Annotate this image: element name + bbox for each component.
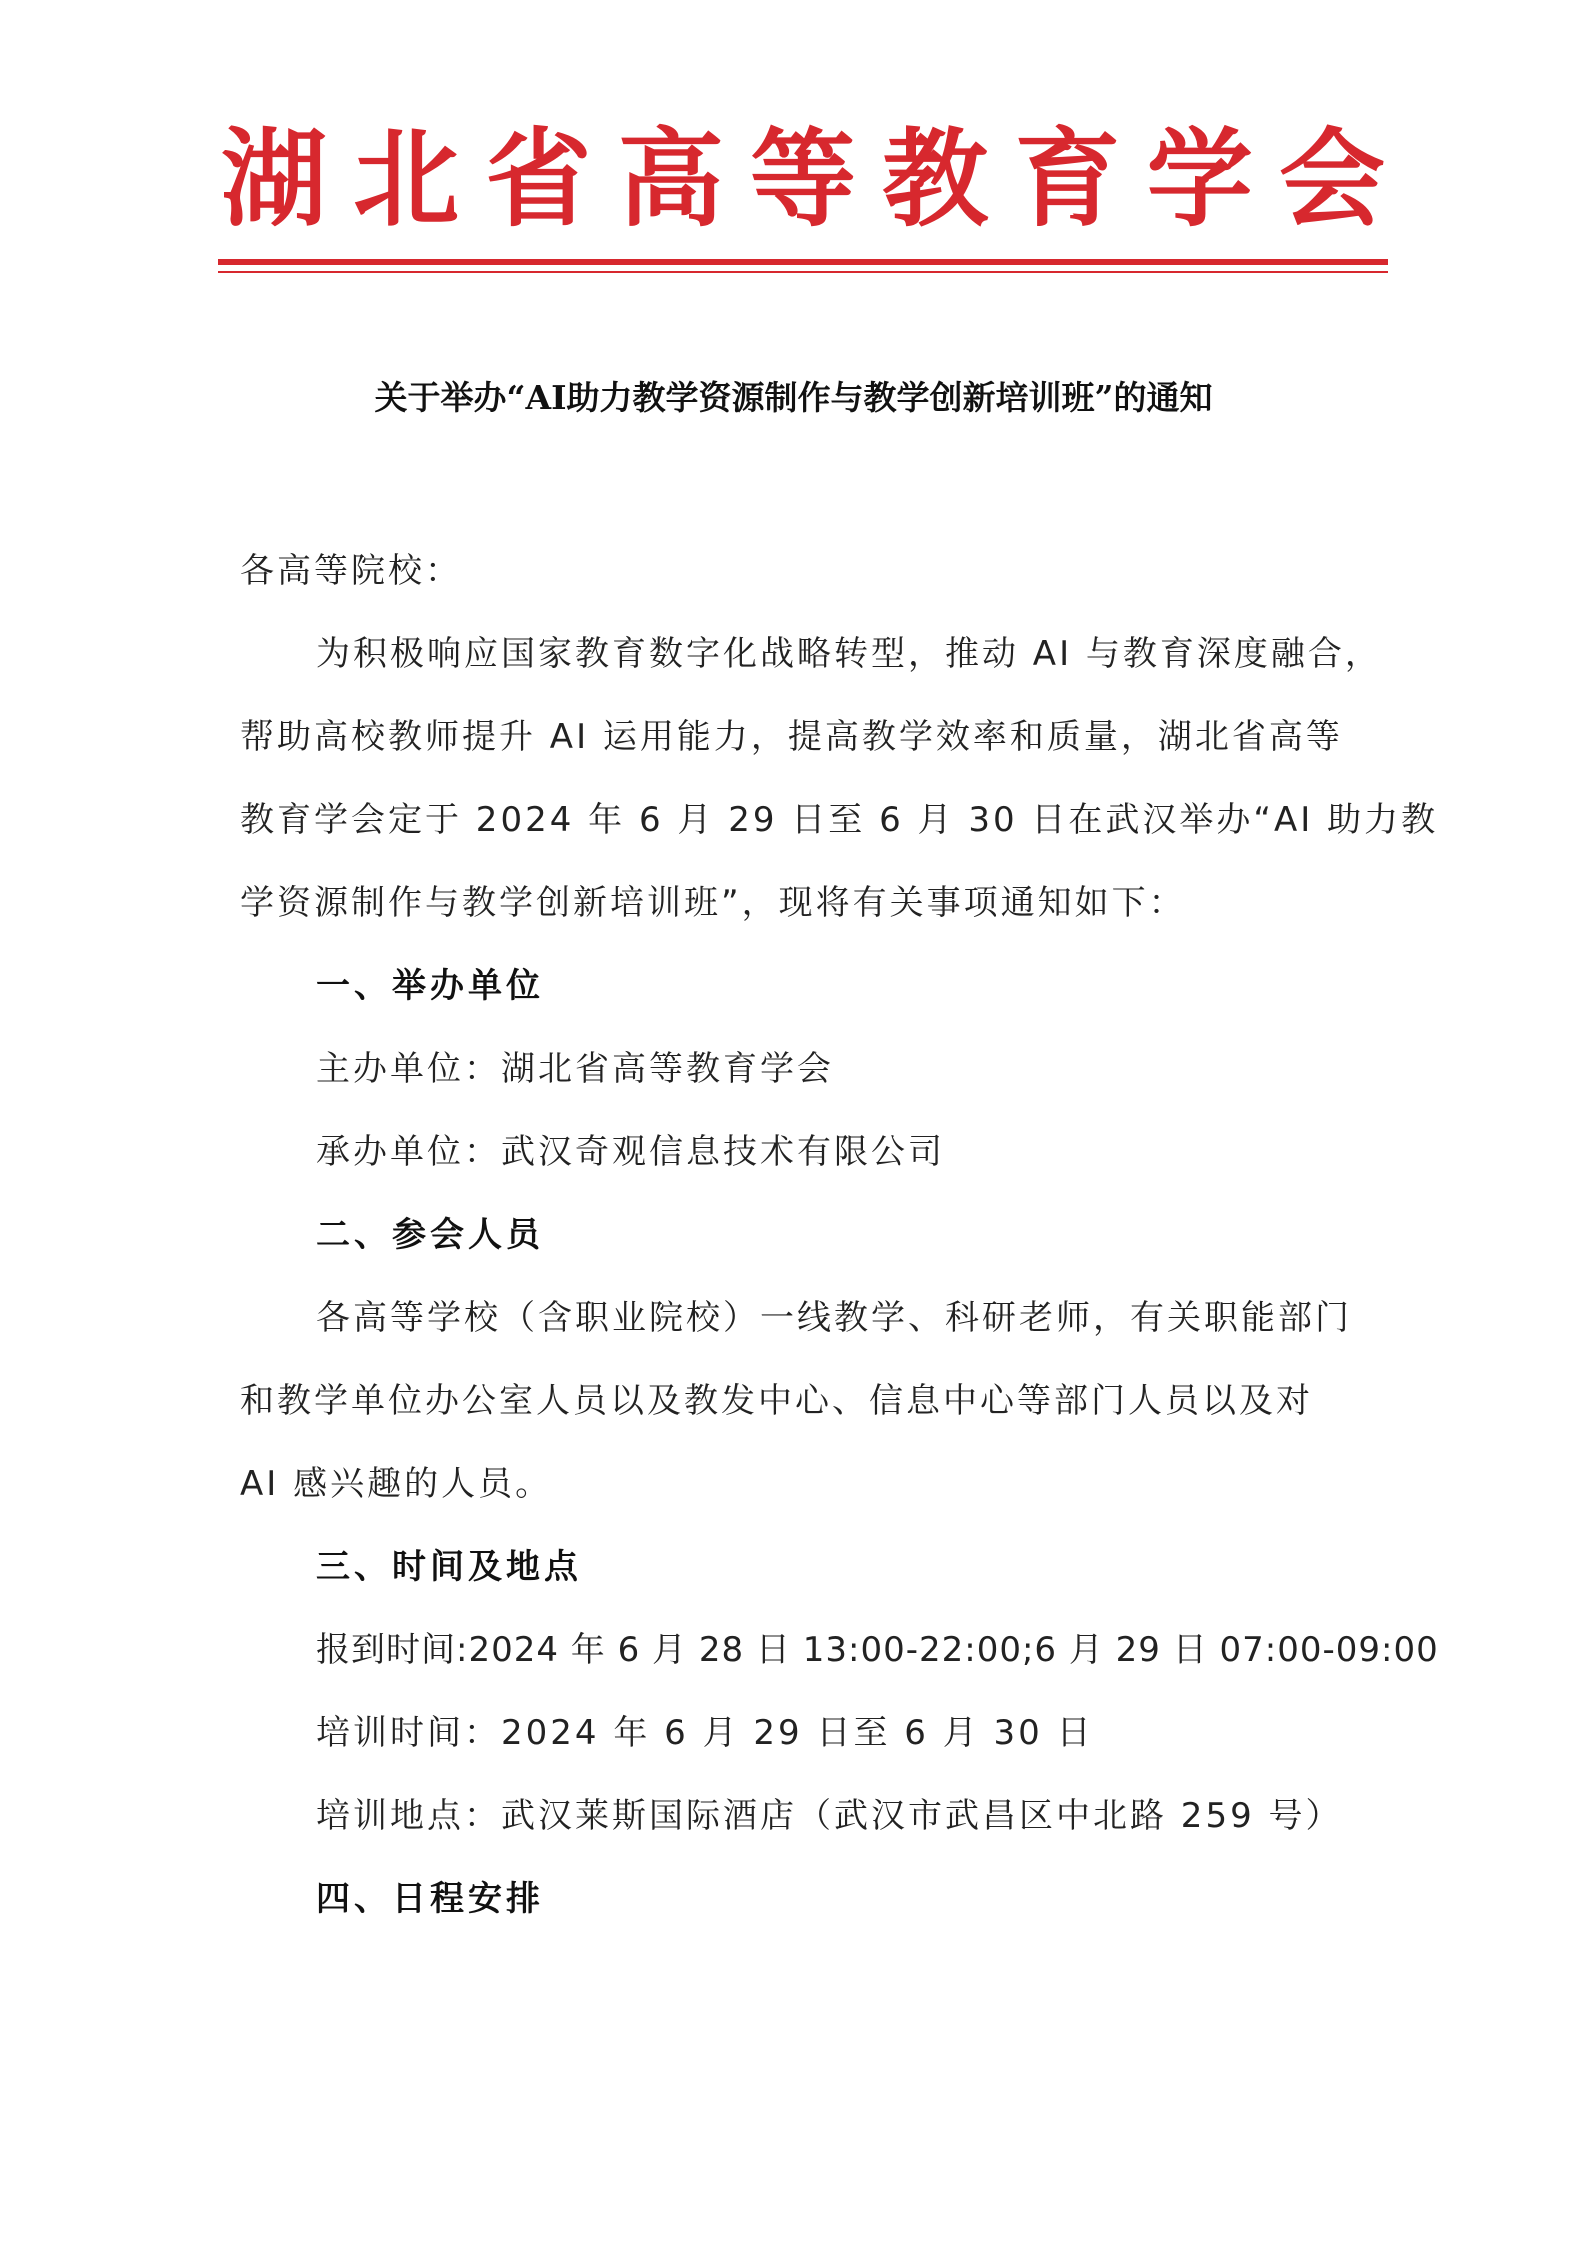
- organizer-unit: 承办单位：武汉奇观信息技术有限公司: [316, 1132, 945, 1172]
- letterhead-rule-thick: [218, 259, 1388, 265]
- participants-line: 和教学单位办公室人员以及教发中心、信息中心等部门人员以及对: [240, 1381, 1313, 1421]
- letterhead-char: 教: [882, 118, 989, 241]
- letterhead-char: 育: [1014, 118, 1121, 241]
- training-time: 培训时间：2024 年 6 月 29 日至 6 月 30 日: [316, 1713, 1094, 1753]
- training-venue: 培训地点：武汉莱斯国际酒店（武汉市武昌区中北路 259 号）: [316, 1796, 1343, 1836]
- registration-time: 报到时间:2024 年 6 月 28 日 13:00-22:00;6 月 29 日 07:00-09:00: [316, 1630, 1439, 1670]
- letterhead-char: 北: [353, 118, 460, 241]
- document-title: 关于举办“AI助力教学资源制作与教学创新培训班”的通知: [374, 378, 1213, 417]
- participants-line: AI 感兴趣的人员。: [240, 1464, 553, 1504]
- letterhead-char: 会: [1279, 118, 1385, 241]
- section-heading-1: 一、举办单位: [316, 966, 544, 1006]
- letterhead-char: 高: [617, 118, 724, 241]
- section-heading-4: 四、日程安排: [316, 1879, 544, 1919]
- letterhead: [218, 110, 1388, 250]
- intro-line: 学资源制作与教学创新培训班”，现将有关事项通知如下：: [240, 883, 1186, 923]
- letterhead-char: 学: [1146, 118, 1253, 241]
- intro-line: 教育学会定于 2024 年 6 月 29 日至 6 月 30 日在武汉举办“AI 助力教: [240, 800, 1439, 840]
- host-unit: 主办单位：湖北省高等教育学会: [316, 1049, 834, 1089]
- letterhead-char: 湖: [221, 118, 327, 241]
- letterhead-rule-thin: [218, 271, 1388, 273]
- letterhead-char: 省: [485, 118, 592, 241]
- letterhead-char: 等: [750, 118, 856, 241]
- intro-line: 为积极响应国家教育数字化战略转型，推动 AI 与教育深度融合，: [316, 634, 1382, 674]
- intro-line: 帮助高校教师提升 AI 运用能力，提高教学效率和质量，湖北省高等: [240, 717, 1343, 757]
- salutation: 各高等院校：: [240, 551, 462, 591]
- section-heading-3: 三、时间及地点: [316, 1547, 582, 1587]
- section-heading-2: 二、参会人员: [316, 1215, 544, 1255]
- participants-line: 各高等学校（含职业院校）一线教学、科研老师，有关职能部门: [316, 1298, 1352, 1338]
